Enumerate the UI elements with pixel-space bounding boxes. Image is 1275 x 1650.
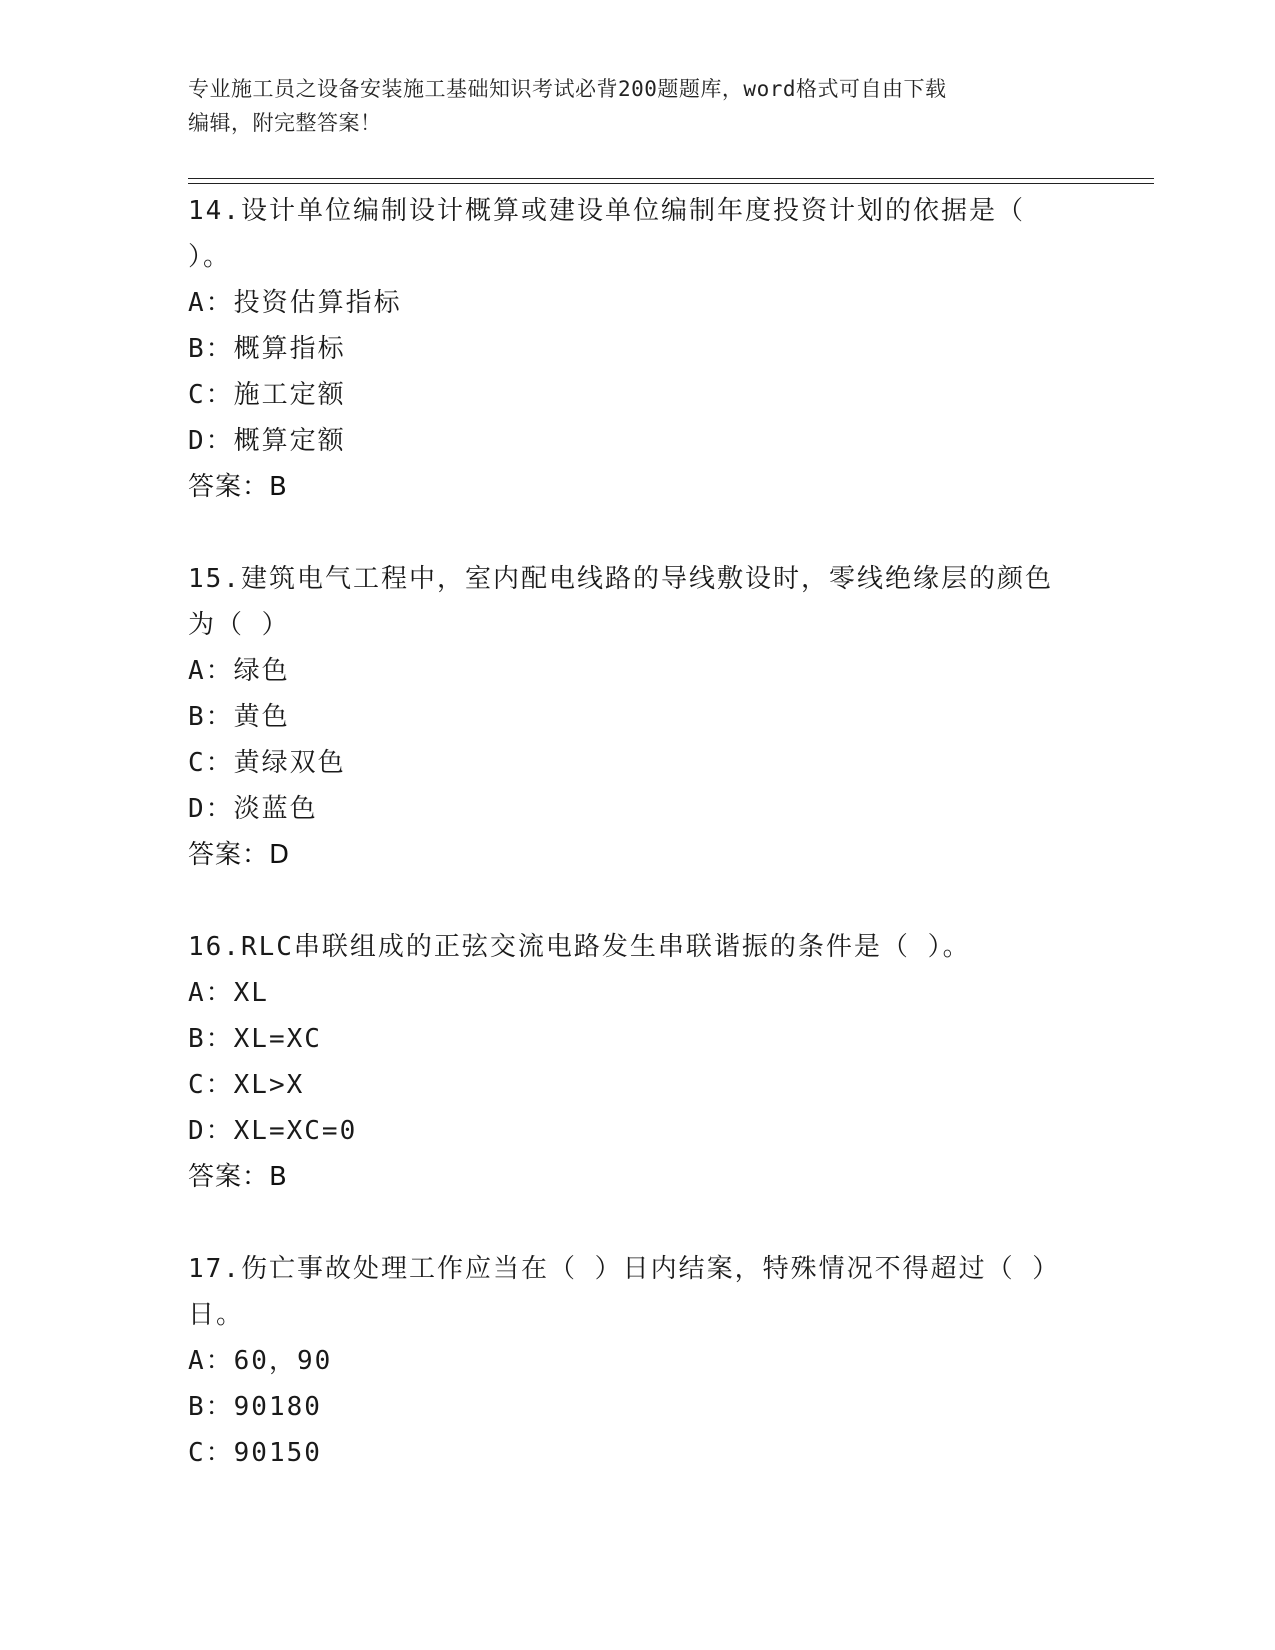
option-c: C：90150 [188,1438,322,1468]
question-17 [188,1246,1088,1476]
question-stem-continued: ）。 [188,242,232,272]
option-b: B：90180 [188,1392,322,1422]
question-15 [188,556,1088,878]
question-14 [188,188,1088,510]
option-a: A：绿色 [188,656,290,686]
option-a: A：投资估算指标 [188,288,402,318]
option-b: B：XL=XC [188,1024,322,1054]
document-header [188,72,1088,140]
question-16 [188,924,1088,1200]
question-stem-continued: 日。 [188,1300,245,1330]
option-d: D：XL=XC=0 [188,1116,358,1146]
question-list [188,188,1088,1522]
question-stem: 16.RLC串联组成的正弦交流电路发生串联谐振的条件是（ ）。 [188,932,971,962]
option-c: C：XL>X [188,1070,305,1100]
answer: 答案：B [188,1162,288,1192]
option-c: C：施工定额 [188,380,346,410]
question-stem: 15.建筑电气工程中，室内配电线路的导线敷设时，零线绝缘层的颜色 [188,564,1053,594]
option-c: C：黄绿双色 [188,748,346,778]
option-d: D：淡蓝色 [188,794,318,824]
option-d: D：概算定额 [188,426,346,456]
question-stem: 17.伤亡事故处理工作应当在（ ）日内结案，特殊情况不得超过（ ） [188,1254,1061,1284]
header-divider-bottom [188,183,1154,184]
answer: 答案：B [188,472,288,502]
header-line-1: 专业施工员之设备安装施工基础知识考试必背200题题库，word格式可自由下载 [188,77,947,101]
option-a: A：XL [188,978,269,1008]
option-a: A：60，90 [188,1346,333,1376]
option-b: B：概算指标 [188,334,346,364]
option-b: B：黄色 [188,702,290,732]
question-stem-continued: 为（ ） [188,610,290,640]
question-stem: 14.设计单位编制设计概算或建设单位编制年度投资计划的依据是（ [188,196,1025,226]
header-divider-top [188,178,1154,179]
header-line-2: 编辑，附完整答案！ [188,111,382,135]
answer: 答案：D [188,840,291,870]
